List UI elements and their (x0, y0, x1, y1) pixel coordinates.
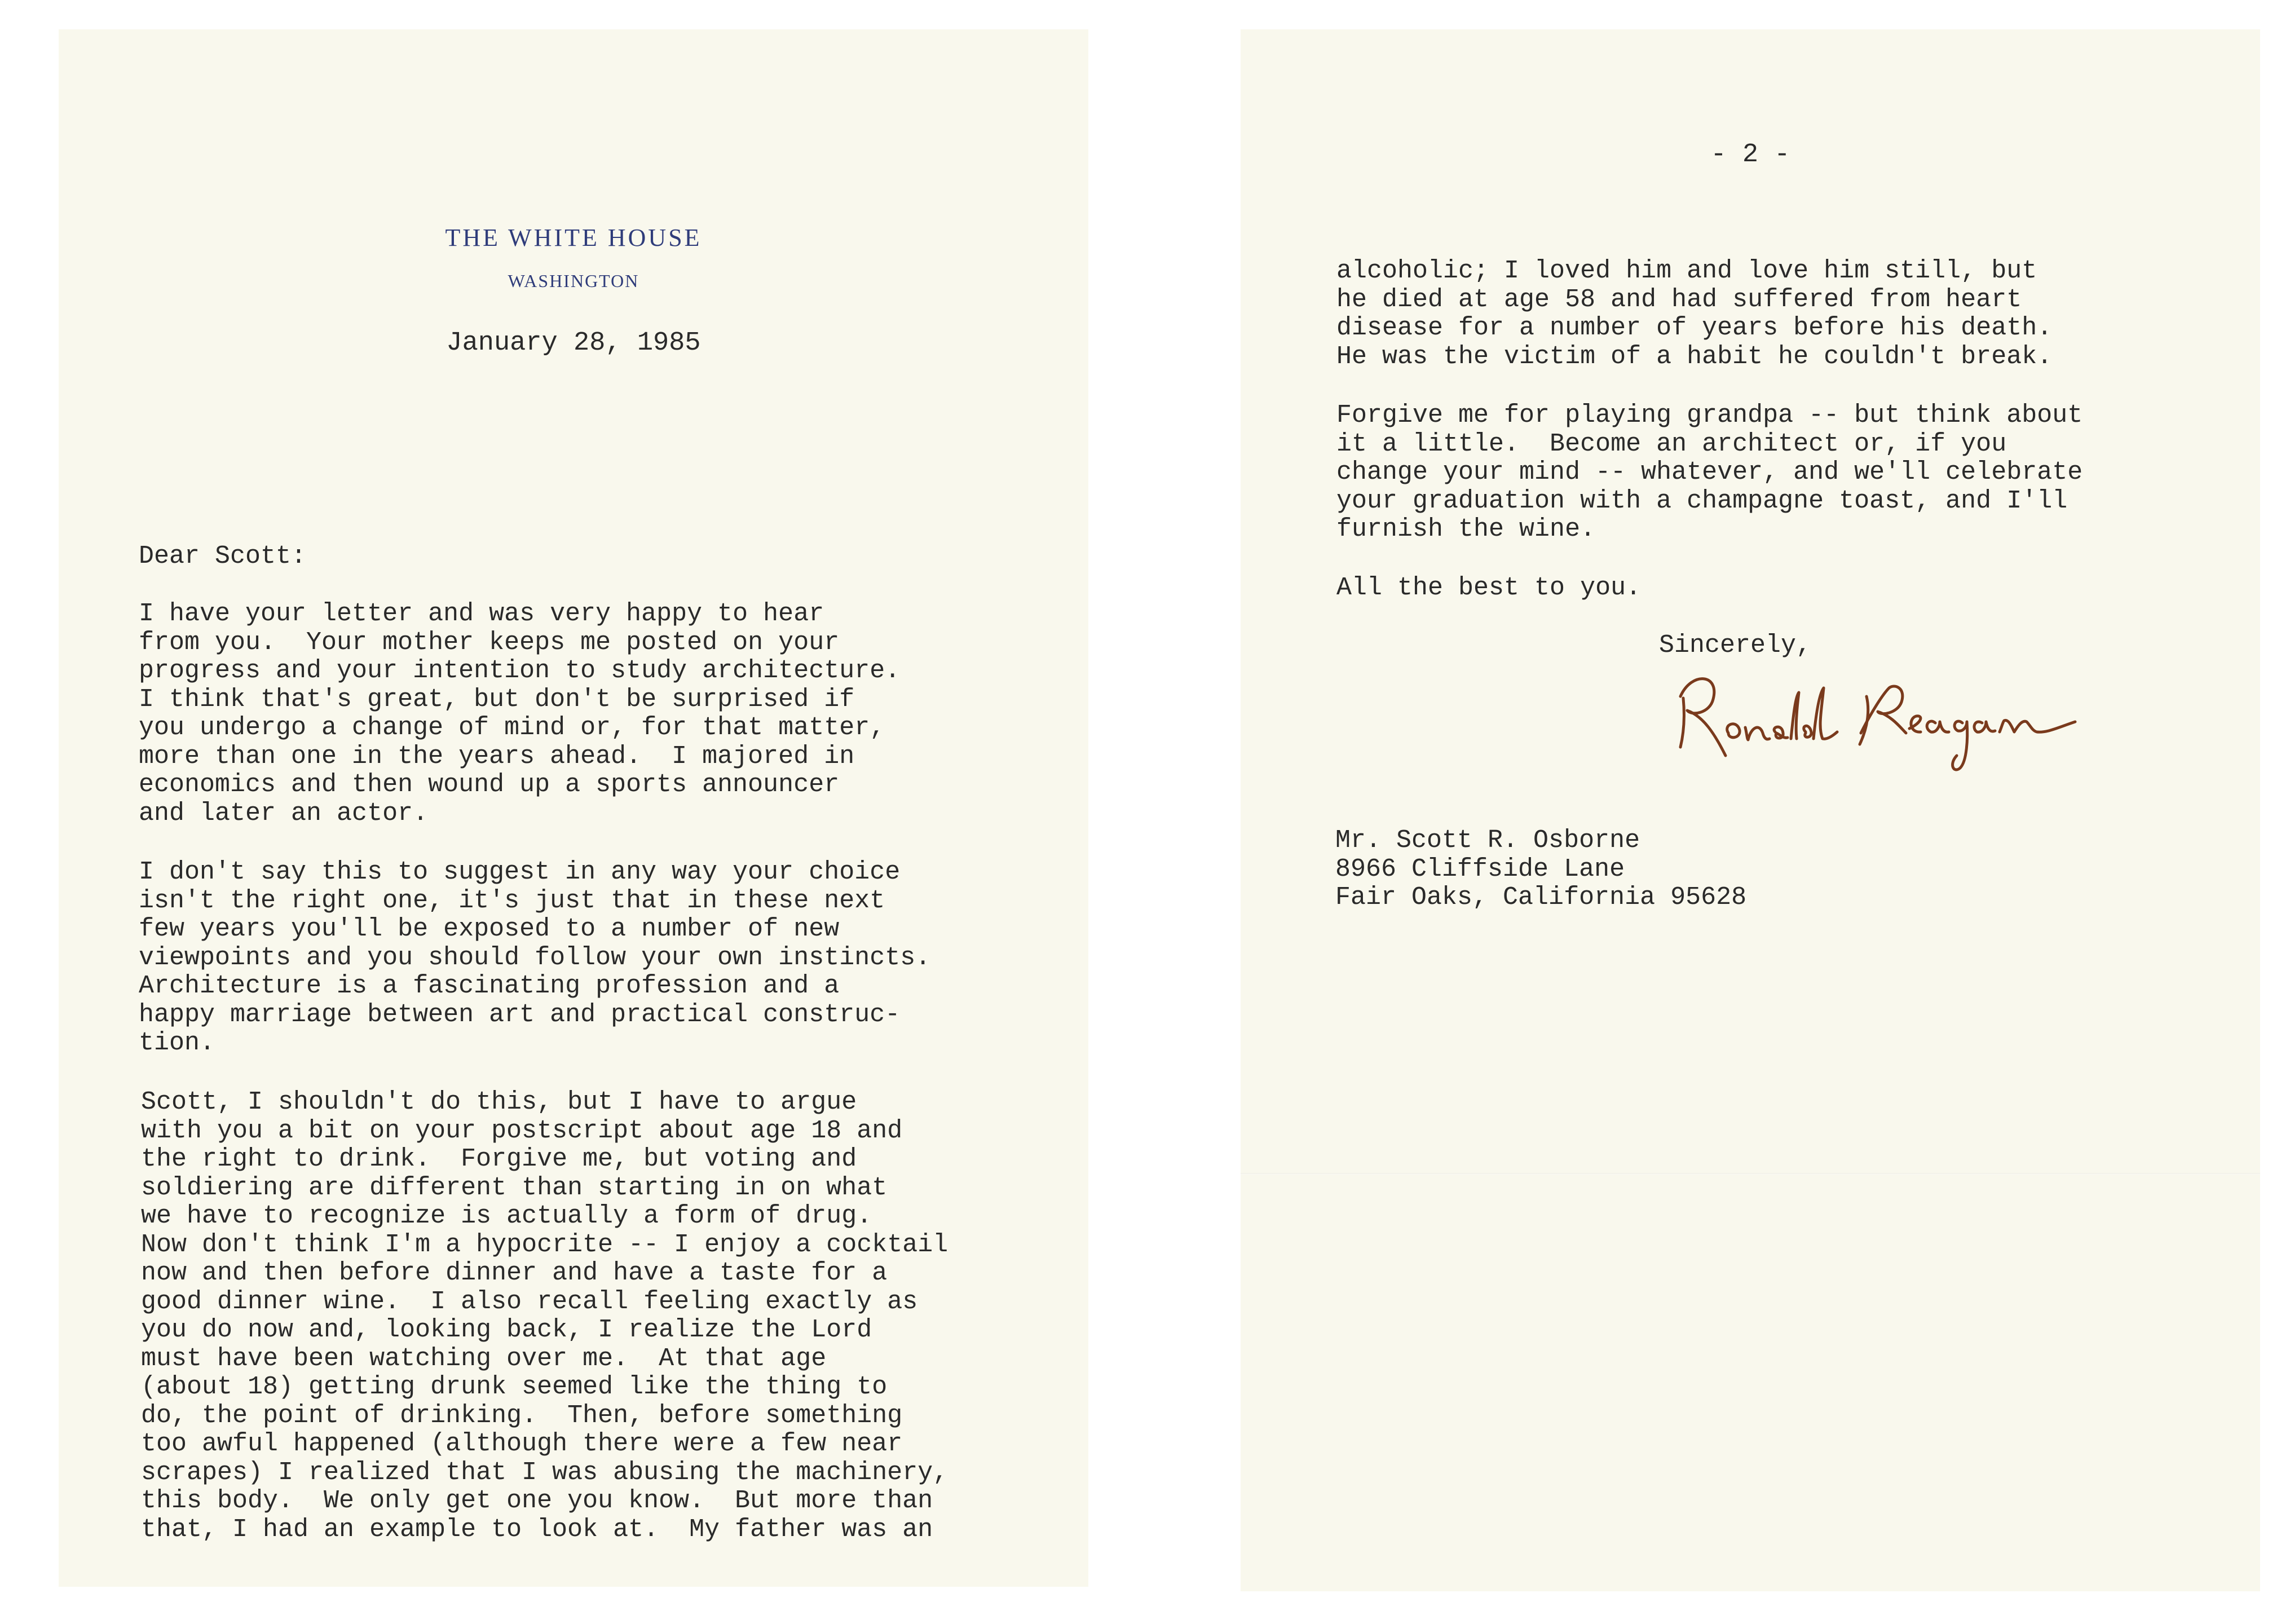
address-line: Fair Oaks, California 95628 (1335, 883, 1747, 912)
paper-fold (1241, 1173, 2260, 1175)
salutation: Dear Scott: (139, 542, 307, 571)
letter-page-2 (1241, 29, 2260, 1591)
signature (1658, 648, 2120, 789)
closing: Sincerely, (1659, 631, 1812, 660)
recipient-address (1335, 827, 1746, 912)
paragraph: I don't say this to suggest in any way your choice isn't the right one, it's just that in these next few years you'll be exposed to a number of new viewpoints and you should follow your own instincts. Architecture is a fascinating profession and a happy marriage between art and practical construc- tion. (139, 858, 931, 1057)
letter-page-1 (59, 29, 1088, 1587)
letterhead-city: WASHINGTON (508, 271, 639, 291)
page-number: - 2 - (1710, 140, 1790, 170)
paragraph: I have your letter and was very happy to hear from you. Your mother keeps me posted on your progress and your intention to study architecture. I think that's great, but don't be surprised if you undergo a change of mind or, for that matter, more than one in the years ahead. I majored in economics and then wound up a sports announcer and later an actor. (139, 599, 901, 828)
letterhead-title: THE WHITE HOUSE (445, 224, 702, 251)
address-line: Mr. Scott R. Osborne (1335, 826, 1640, 855)
paragraph: Forgive me for playing grandpa -- but think about it a little. Become an architect or, if you change your mind -- whatever, and we'll celebrate your graduation with a champagne toast, and I'll furnish the wine. (1336, 401, 2083, 544)
signature-drawing (1658, 648, 2120, 789)
letter-date: January 28, 1985 (446, 328, 701, 358)
paragraph: Scott, I shouldn't do this, but I have to argue with you a bit on your postscript about age 18 and the right to drink. Forgive me, but voting and soldiering are different than starting in on what we have to recognize is actually a form of drug. Now don't think I'm a hypocrite -- I enjoy a cocktail now and then before dinner and have a taste for a good dinner wine. I also recall feeling exactly as you do now and, looking back, I realize the Lord must have been watching over me. At that age (about 18) getting drunk seemed like the thing to do, the point of drinking. Then, before something too awful happened (although there were a few near scrapes) I realized that I was abusing the machinery, this body. We only get one you know. But more than that, I had an example to look at. My father was an (141, 1088, 948, 1544)
paragraph: alcoholic; I loved him and love him still, but he died at age 58 and had suffered from heart disease for a number of years before his death. He was the victim of a habit he couldn't break. (1336, 257, 2053, 371)
address-line: 8966 Cliffside Lane (1335, 854, 1625, 884)
paragraph: All the best to you. (1336, 573, 1642, 602)
